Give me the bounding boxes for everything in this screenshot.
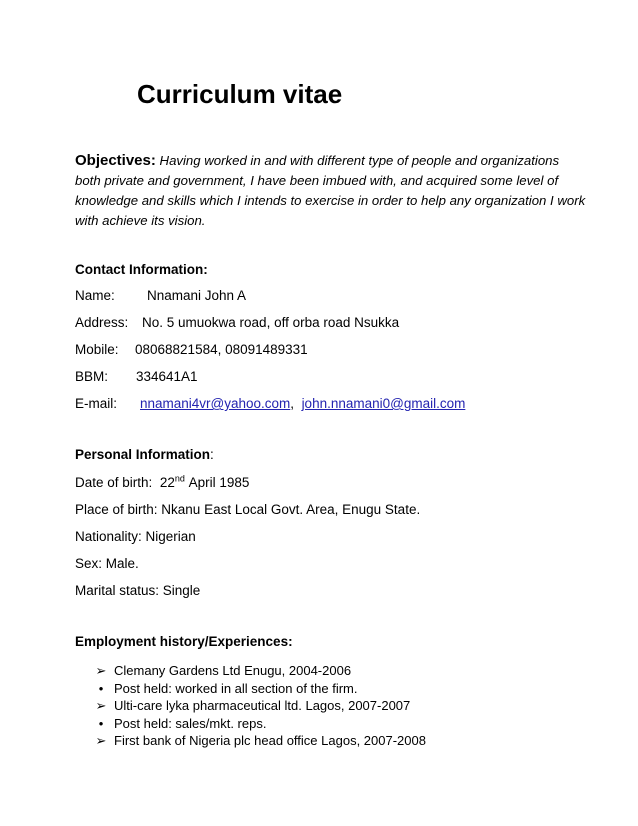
email-label: E-mail:: [75, 396, 118, 411]
objectives-line-1: [75, 151, 575, 171]
bbm-value: 334641A1: [136, 369, 198, 384]
email-link-yahoo[interactable]: nnamani4vr@yahoo.com: [140, 396, 291, 411]
arrow-bullet-icon: ➢: [95, 733, 107, 748]
mobile-label: Mobile:: [75, 342, 119, 357]
address-value: No. 5 umuokwa road, off orba road Nsukka: [142, 315, 400, 330]
list-item-text: Ulti-care lyka pharmaceutical ltd. Lagos, 2007-2007: [114, 698, 411, 713]
employment-heading: Employment history/Experiences:: [75, 634, 293, 649]
arrow-bullet-icon: ➢: [95, 663, 107, 678]
name-value: Nnamani John A: [147, 288, 247, 303]
objectives-text-2: both private and government, I have been imbued with, and acquired some level of: [75, 173, 559, 188]
nationality: Nationality: Nigerian: [75, 529, 196, 544]
email-values: [140, 395, 465, 413]
list-item-text: First bank of Nigeria plc head office Lagos, 2007-2008: [114, 733, 426, 748]
dot-bullet-icon: •: [98, 680, 104, 696]
dob-row: [75, 474, 249, 492]
list-item-text: Post held: worked in all section of the firm.: [114, 680, 358, 696]
objectives-paragraph: [75, 151, 586, 231]
objectives-text-1: Having worked in and with different type of people and organizations: [159, 153, 560, 168]
contact-heading: Contact Information:: [75, 262, 208, 277]
document-title: Curriculum vitae: [137, 79, 343, 109]
list-item-text: Post held: sales/mkt. reps.: [114, 715, 267, 731]
address-row: [75, 314, 575, 332]
arrow-bullet-icon: ➢: [95, 698, 107, 713]
bbm-row: [75, 368, 575, 386]
dot-bullet-icon: •: [98, 715, 104, 731]
email-row: [75, 395, 595, 413]
email-link-gmail[interactable]: john.nnamani0@gmail.com: [301, 396, 466, 411]
email-separator: ,: [290, 396, 295, 411]
objectives-text-4: with achieve its vision.: [75, 213, 206, 228]
dob-label: Date of birth:: [75, 475, 153, 490]
objectives-text-3: knowledge and skills which I intends to exercise in order to help any organization I work: [75, 193, 586, 208]
dob-rest: April 1985: [188, 475, 250, 490]
personal-heading-colon: :: [210, 447, 214, 462]
name-row: [75, 287, 575, 305]
mobile-value: 08068821584, 08091489331: [135, 342, 308, 357]
dob-day: 22: [159, 475, 175, 490]
dob-suffix: nd: [174, 473, 185, 484]
place-of-birth: Place of birth: Nkanu East Local Govt. Area, Enugu State.: [75, 502, 421, 517]
mobile-row: [75, 341, 575, 359]
objectives-label: Objectives:: [75, 152, 156, 169]
sex: Sex: Male.: [75, 556, 139, 571]
marital-status: Marital status: Single: [75, 583, 201, 598]
personal-heading-row: [75, 446, 214, 464]
address-label: Address:: [75, 315, 129, 330]
bbm-label: BBM:: [75, 369, 109, 384]
list-item-text: Clemany Gardens Ltd Enugu, 2004-2006: [114, 663, 352, 678]
name-label: Name:: [75, 288, 115, 303]
personal-heading: Personal Information: [75, 447, 211, 462]
